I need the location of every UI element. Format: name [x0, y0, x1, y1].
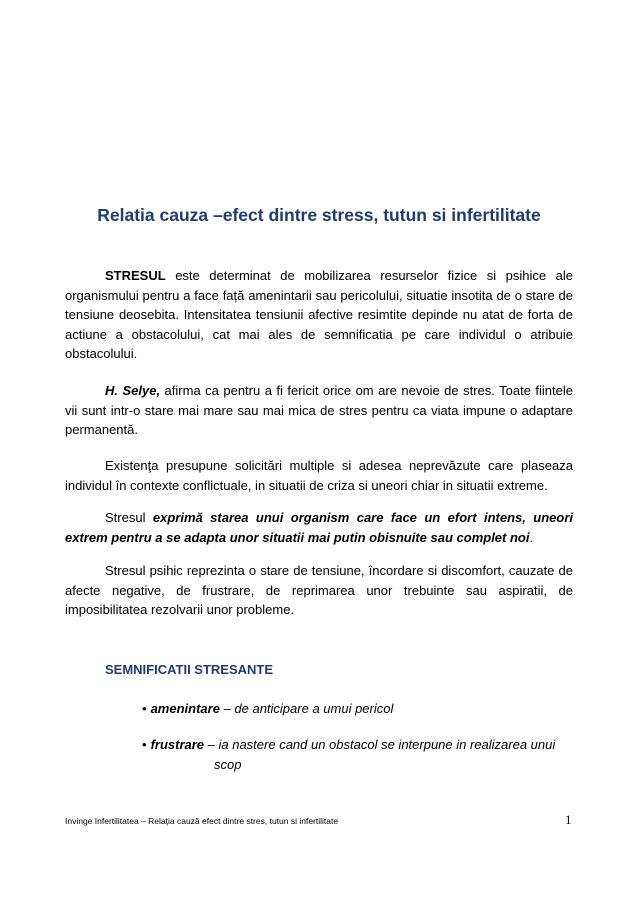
paragraph-text: Stresul psihic reprezinta o stare de tensiune, încordare si discomfort, cauzate de afecte negative, de frustrare, de reprimarea unor trebuinte sau aspiratii, de imposibilitatea rezolvarii unor probleme. — [65, 563, 573, 617]
paragraph-stresul — [65, 266, 573, 364]
list-item — [142, 699, 393, 719]
paragraph-existenta — [65, 456, 573, 495]
bullet-icon: • — [142, 701, 147, 716]
paragraph-lead: H. Selye, — [105, 383, 161, 398]
bullet-desc: – de anticipare a umui pericol — [219, 701, 394, 716]
paragraph-text: Existenţa presupune solicitări multiple si adesea neprevăzute care plaseaza individul în contexte conflictuale, in situatii de criza si uneori chiar in situatii extreme. — [65, 458, 573, 493]
paragraph-text: este determinat de mobilizarea resurselor fizice si psihice ale organismului pentru a face față amenintarii sau pericolului, situatie insotita de o stare de tensiune deosebita. Intensitatea tensiunii afective resimtite depinde nu atat de forta de actiune a obstacolului, cat mai ales de semnificatia pe care individul o atribuie obstacolului. — [65, 268, 573, 361]
paragraph-text: Stresul — [105, 510, 153, 525]
list-item — [142, 735, 555, 774]
page-footer: Invinge Infertilitatea – Relaţia cauză efect dintre stres, tutun si infertilitate — [65, 816, 339, 826]
paragraph-text: . — [529, 529, 534, 545]
paragraph-stresul-psihic — [65, 561, 573, 620]
paragraph-stresul-exprima — [65, 508, 573, 547]
page-title: Relatia cauza –efect dintre stress, tutun si infertilitate — [97, 205, 541, 225]
bullet-term: amenintare — [150, 701, 220, 716]
paragraph-selye — [65, 381, 573, 440]
bullet-desc: – ia nastere cand un obstacol se interpune in realizarea unui — [204, 737, 556, 752]
section-heading: SEMNIFICATII STRESANTE — [105, 662, 274, 677]
bullet-icon: • — [142, 737, 147, 752]
page-number: 1 — [565, 812, 572, 827]
paragraph-text: afirma ca pentru a fi fericit orice om are nevoie de stres. Toate fiintele vii sunt intr-o stare mai mare sau mai mica de stres pentru ca viata impune o adaptare permanentă. — [65, 383, 573, 437]
paragraph-lead: STRESUL — [105, 268, 166, 283]
bullet-continuation: scop — [214, 756, 242, 772]
bullet-term: frustrare — [150, 737, 205, 752]
paragraph-emphasis: exprimă starea unui organism care face un efort intens, uneori extrem pentru a se adapta unor situatii mai putin obisnuite sau complet noi — [65, 510, 573, 545]
